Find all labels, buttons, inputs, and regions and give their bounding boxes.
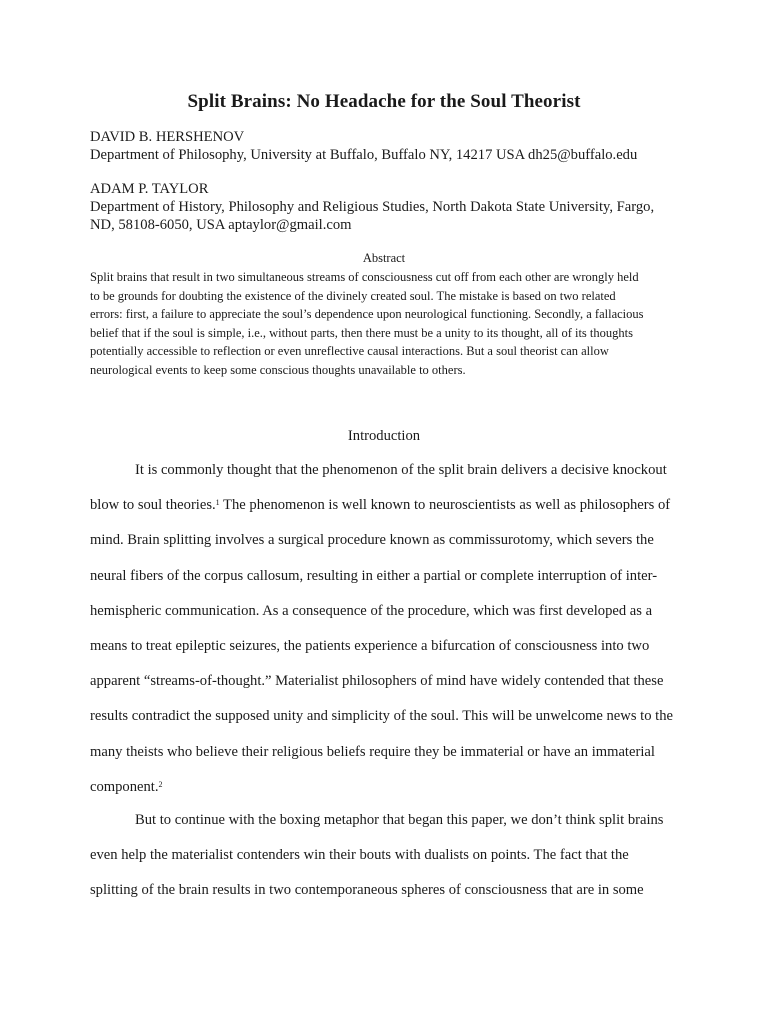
paragraph-line: mind. Brain splitting involves a surgical procedure known as commissurotomy, which severs the: [90, 532, 654, 549]
abstract-heading: Abstract: [362, 251, 406, 265]
paragraph-line: means to treat epileptic seizures, the patients experience a bifurcation of consciousness into two: [90, 638, 650, 655]
abstract-body: [90, 268, 682, 380]
author-name: DAVID B. HERSHENOV: [90, 129, 245, 145]
paragraph-line: [90, 488, 675, 523]
abstract-line: belief that if the soul is simple, i.e., without parts, then there must be a unity to its thought, all of its thoughts: [90, 325, 633, 340]
paragraph-line: [90, 770, 675, 805]
paragraph-line: results contradict the supposed unity and simplicity of the soul. This will be unwelcome news to the: [90, 708, 673, 725]
paragraph-1: [90, 453, 675, 805]
paragraph-text: blow to soul theories.: [90, 497, 216, 514]
paragraph-line: hemispheric communication. As a consequence of the procedure, which was first developed as a: [90, 602, 653, 619]
author-name: ADAM P. TAYLOR: [90, 181, 209, 197]
paragraph-line: [90, 453, 675, 488]
paragraph-text: But to continue with the boxing metaphor that began this paper, we don’t think split brains: [135, 812, 664, 828]
author-affiliation: Department of History, Philosophy and Religious Studies, North Dakota State University, Fargo,: [90, 199, 655, 215]
footnote-mark[interactable]: 2: [158, 779, 163, 789]
paragraph-line: [90, 803, 675, 838]
abstract-line: neurological events to keep some conscious thoughts unavailable to others.: [90, 362, 466, 377]
paragraph-text: The phenomenon is well known to neuroscientists as well as philosophers of: [219, 497, 671, 514]
abstract-line: errors: first, a failure to appreciate the soul’s dependence upon neurological functioning. Secondly, a fallacious: [90, 307, 644, 322]
paragraph-line: even help the materialist contenders win their bouts with dualists on points. The fact that the: [90, 847, 629, 864]
author-block-1: [90, 128, 690, 164]
abstract-line: to be grounds for doubting the existence of the divinely created soul. The mistake is based on two related: [90, 288, 616, 303]
paragraph-text: It is commonly thought that the phenomenon of the split brain delivers a decisive knockout: [135, 462, 667, 478]
paragraph-text: component.: [90, 778, 159, 795]
abstract-line: potentially accessible to reflection or even unreflective causal interactions. But a soul theorist can allow: [90, 344, 609, 359]
author-affiliation: Department of Philosophy, University at Buffalo, Buffalo NY, 14217 USA dh25@buffalo.edu: [90, 147, 638, 163]
paragraph-line: many theists who believe their religious beliefs require they be immaterial or have an immaterial: [90, 743, 655, 760]
section-heading-introduction: Introduction: [347, 428, 421, 444]
abstract-line: Split brains that result in two simultaneous streams of consciousness cut off from each other are wrongly held: [90, 270, 639, 284]
author-affiliation: ND, 58108-6050, USA aptaylor@gmail.com: [90, 217, 352, 233]
footnote-mark[interactable]: 1: [215, 498, 220, 508]
paragraph-line: neural fibers of the corpus callosum, resulting in either a partial or complete interruption of inter-: [90, 567, 658, 584]
paragraph-line: apparent “streams-of-thought.” Materialist philosophers of mind have widely contended that these: [90, 673, 664, 690]
paragraph-line: splitting of the brain results in two contemporaneous spheres of consciousness that are in some: [90, 882, 644, 899]
paper-title: Split Brains: No Headache for the Soul Theorist: [187, 91, 581, 112]
author-block-2: [90, 180, 690, 234]
paragraph-2: [90, 803, 675, 909]
